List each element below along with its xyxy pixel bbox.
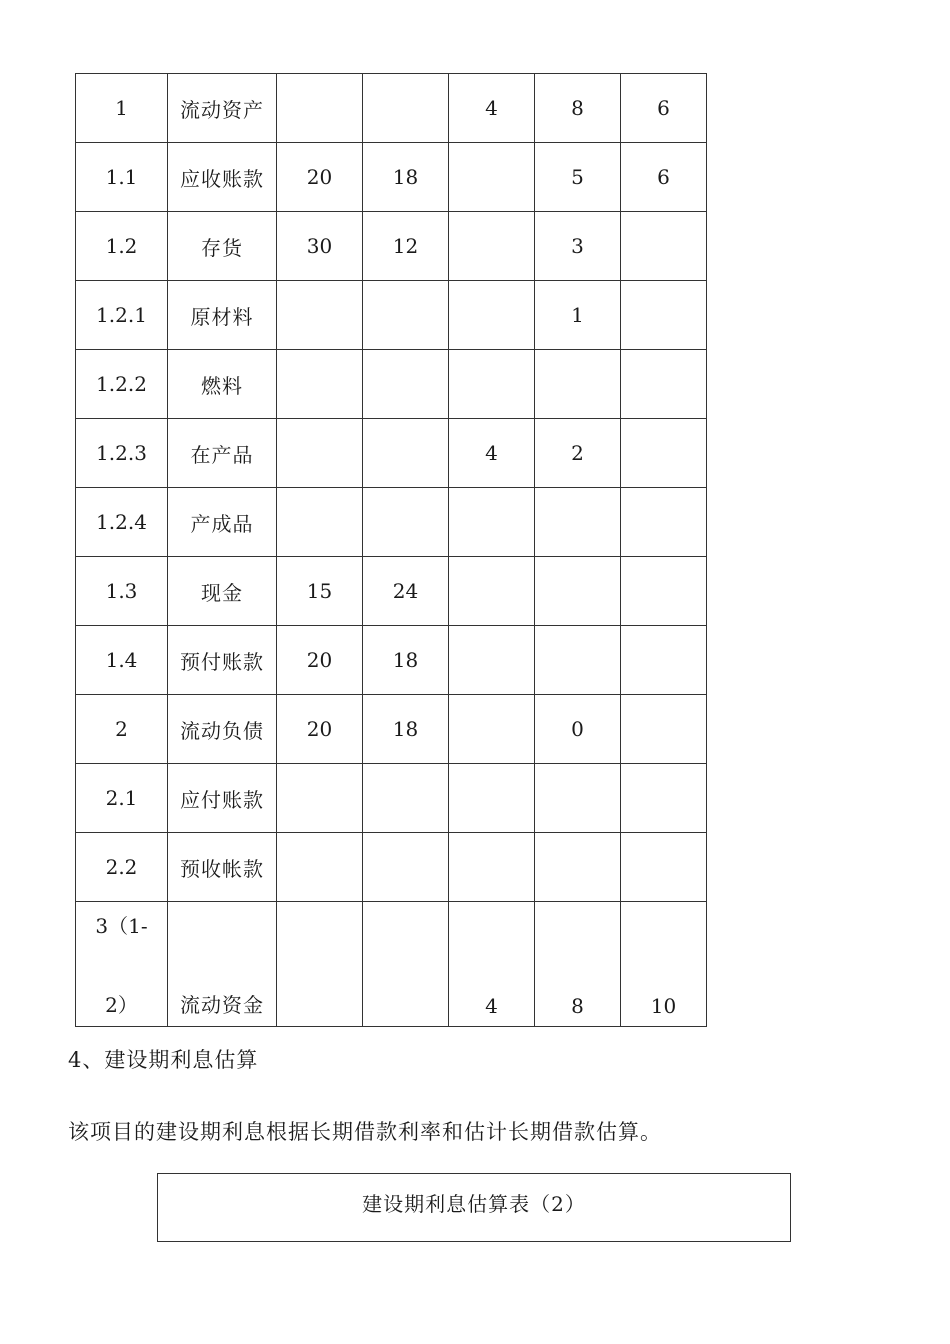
row-id-cell: 2 [76,695,168,764]
table-row [76,902,707,1027]
value-cell [535,350,621,419]
value-cell [449,212,535,281]
table-row [76,143,707,212]
value-cell [449,626,535,695]
value-cell [363,764,449,833]
value-cell: 5 [535,143,621,212]
body-paragraph: 该项目的建设期利息根据长期借款利率和估计长期借款估算。 [68,1120,662,1144]
table-row [76,626,707,695]
row-name-cell: 预收帐款 [168,833,277,902]
table-row [76,833,707,902]
table-body [76,74,707,902]
value-cell [277,902,363,1027]
row-name-cell: 预付账款 [168,626,277,695]
value-cell: 4 [449,74,535,143]
value-cell [363,902,449,1027]
row-id-line2: 2） [105,993,138,1017]
table-row [76,74,707,143]
value-cell [535,833,621,902]
row-name-cell [168,902,277,1027]
table-row [76,488,707,557]
row-name-cell: 应付账款 [168,764,277,833]
value-cell: 1 [535,281,621,350]
row-id-cell: 1.1 [76,143,168,212]
row-name-cell: 应收账款 [168,143,277,212]
value-cell [363,419,449,488]
table-row [76,281,707,350]
value-cell: 15 [277,557,363,626]
value-cell [621,833,707,902]
value-cell [535,488,621,557]
value-cell [535,557,621,626]
value-cell: 18 [363,143,449,212]
row-id-cell: 2.1 [76,764,168,833]
row-name-cell: 存货 [168,212,277,281]
value-cell: 12 [363,212,449,281]
value-cell [621,212,707,281]
value-cell [621,350,707,419]
value-cell [535,764,621,833]
value-cell [363,281,449,350]
row-id-cell: 1.3 [76,557,168,626]
value-cell [277,764,363,833]
row-name: 流动资金 [180,993,264,1017]
row-id-cell [76,902,168,1027]
value-text: 8 [571,994,584,1018]
table-row [76,557,707,626]
row-id-cell: 1.2.1 [76,281,168,350]
row-name-cell: 原材料 [168,281,277,350]
value-cell [277,488,363,557]
table-row [76,764,707,833]
row-id-cell: 1.2 [76,212,168,281]
value-cell [449,557,535,626]
value-cell [277,419,363,488]
row-name-cell: 在产品 [168,419,277,488]
value-cell [449,695,535,764]
row-id-cell: 1.4 [76,626,168,695]
value-cell [621,557,707,626]
section-heading: 4、建设期利息估算 [68,1048,259,1072]
value-cell: 8 [535,74,621,143]
value-cell: 4 [449,419,535,488]
value-cell [621,695,707,764]
working-capital-table [75,73,707,1027]
table-row [76,350,707,419]
value-cell: 20 [277,626,363,695]
value-cell [363,350,449,419]
table-caption-box [157,1173,791,1242]
row-name-cell: 流动负债 [168,695,277,764]
value-cell: 2 [535,419,621,488]
row-id-cell: 1.2.4 [76,488,168,557]
value-cell: 20 [277,695,363,764]
table-row [76,212,707,281]
value-text: 4 [485,994,498,1018]
value-cell [535,626,621,695]
value-cell [449,764,535,833]
table-caption: 建设期利息估算表（2） [362,1192,586,1216]
value-cell: 6 [621,143,707,212]
row-name-cell: 现金 [168,557,277,626]
value-cell [449,281,535,350]
value-cell [449,488,535,557]
value-cell: 30 [277,212,363,281]
value-cell [621,902,707,1027]
value-cell: 18 [363,695,449,764]
value-cell [449,833,535,902]
value-cell [449,902,535,1027]
value-cell [621,419,707,488]
value-cell [449,143,535,212]
value-cell [277,350,363,419]
row-id-line1: 3（1- [95,914,148,938]
table-body-total [76,902,707,1027]
row-name-cell: 产成品 [168,488,277,557]
value-cell [363,833,449,902]
row-id-cell: 2.2 [76,833,168,902]
value-cell [277,281,363,350]
row-id-cell: 1 [76,74,168,143]
value-cell [621,488,707,557]
value-cell [363,488,449,557]
value-cell [621,626,707,695]
table-row [76,695,707,764]
value-cell [535,902,621,1027]
row-name-cell: 燃料 [168,350,277,419]
row-name-cell: 流动资产 [168,74,277,143]
value-text: 10 [650,994,677,1018]
value-cell: 18 [363,626,449,695]
value-cell: 0 [535,695,621,764]
value-cell: 3 [535,212,621,281]
value-cell: 24 [363,557,449,626]
value-cell: 6 [621,74,707,143]
value-cell [621,764,707,833]
value-cell [449,350,535,419]
value-cell [277,74,363,143]
row-id-cell: 1.2.3 [76,419,168,488]
value-cell [277,833,363,902]
row-id-cell: 1.2.2 [76,350,168,419]
value-cell [363,74,449,143]
value-cell [621,281,707,350]
table-row [76,419,707,488]
value-cell: 20 [277,143,363,212]
